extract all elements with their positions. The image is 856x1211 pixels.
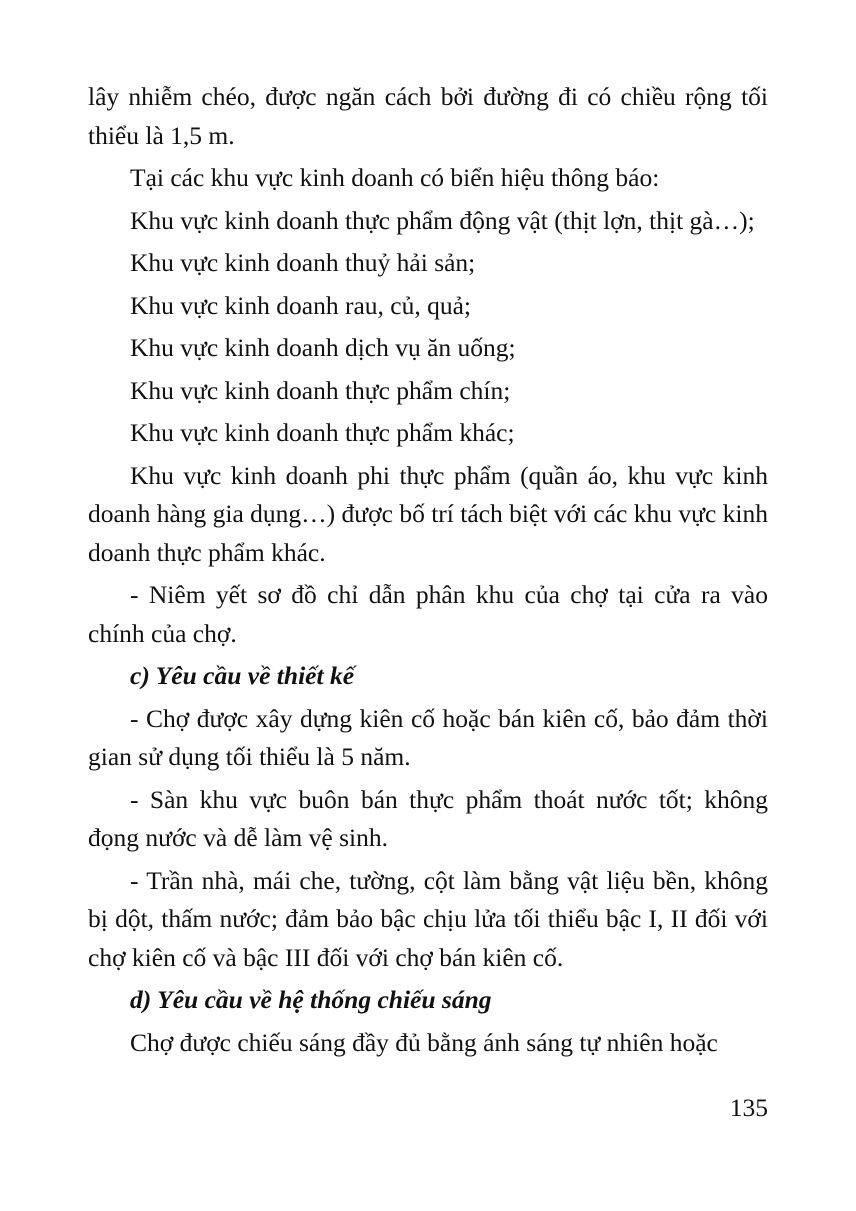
- list-item-other-food: Khu vực kinh doanh thực phẩm khác;: [130, 418, 515, 447]
- list-item-non-food: Khu vực kinh doanh phi thực phẩm (quần áo, khu vực kinh doanh hàng gia dụng…) được bố trí tách biệt với các khu vực kinh doanh thực phẩm khác.: [88, 460, 768, 567]
- section-heading-design: c) Yêu cầu về thiết kế: [130, 661, 355, 690]
- list-item-seafood: Khu vực kinh doanh thuỷ hải sản;: [130, 248, 476, 277]
- list-item-vegetables: Khu vực kinh doanh rau, củ, quả;: [130, 290, 471, 320]
- document-page: [88, 78, 768, 1066]
- list-item-food-service: Khu vực kinh doanh dịch vụ ăn uống;: [130, 333, 516, 362]
- paragraph-roof-walls: - Trần nhà, mái che, tường, cột làm bằng vật liệu bền, không bị dột, thấm nước; đảm bảo bậc chịu lửa tối thiểu bậc I, II đối với chợ kiên cố và bậc III đối với chợ bán kiên cố.: [88, 865, 768, 972]
- page-number: 135: [729, 1093, 768, 1122]
- paragraph-cross-contamination: lây nhiễm chéo, được ngăn cách bởi đường đi có chiều rộng tối thiểu là 1,5 m.: [88, 82, 768, 150]
- list-item-cooked-food: Khu vực kinh doanh thực phẩm chín;: [130, 375, 511, 405]
- paragraph-floor: - Sàn khu vực buôn bán thực phẩm thoát nước tốt; không đọng nước và dễ làm vệ sinh.: [88, 784, 768, 852]
- list-item-animal-food: Khu vực kinh doanh thực phẩm động vật (thịt lợn, thịt gà…);: [130, 205, 755, 235]
- paragraph-signage-intro: Tại các khu vực kinh doanh có biển hiệu thông báo:: [130, 163, 660, 192]
- section-heading-lighting: d) Yêu cầu về hệ thống chiếu sáng: [130, 985, 492, 1014]
- paragraph-zoning-map: - Niêm yết sơ đồ chỉ dẫn phân khu của chợ tại cửa ra vào chính của chợ.: [88, 580, 768, 648]
- paragraph-lighting: Chợ được chiếu sáng đầy đủ bằng ánh sáng tự nhiên hoặc: [130, 1027, 718, 1057]
- paragraph-construction: - Chợ được xây dựng kiên cố hoặc bán kiên cố, bảo đảm thời gian sử dụng tối thiểu là 5 năm.: [88, 703, 768, 771]
